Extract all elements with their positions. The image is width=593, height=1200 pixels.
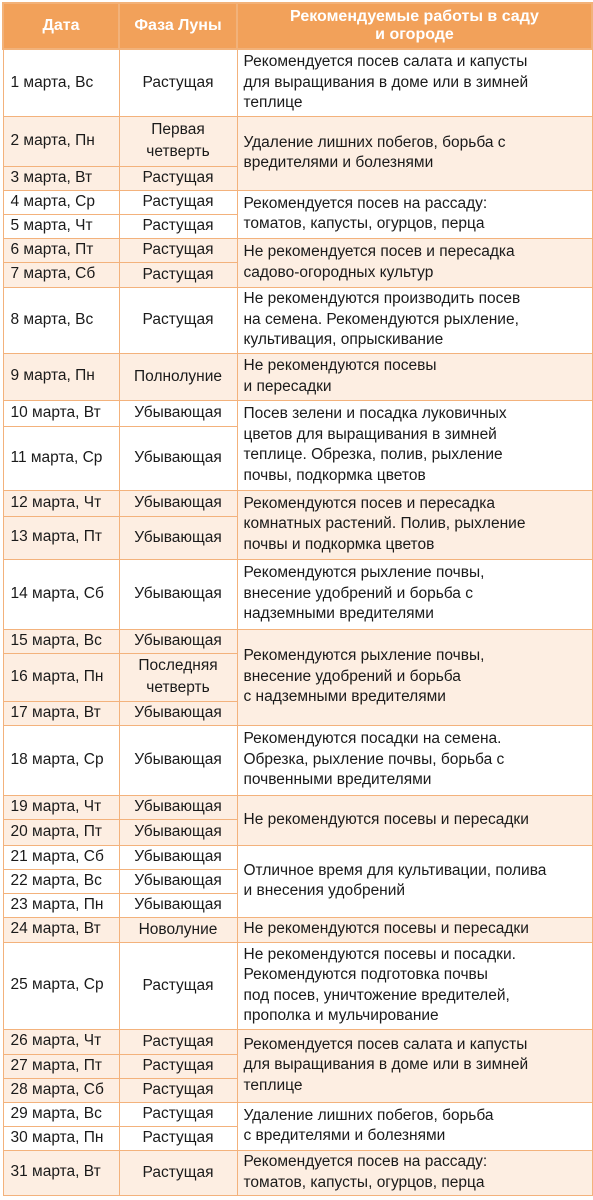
cell-moon-phase: [119, 49, 237, 116]
cell-recommended-work: [237, 942, 592, 1029]
recommended-work-text: Рекомендуется посев на рассаду: томатов, капусты, огурцов, перца: [243, 194, 488, 232]
cell-date: 6 марта, Пт: [3, 238, 119, 262]
cell-moon-phase: [119, 795, 237, 819]
cell-moon-phase: [119, 238, 237, 262]
cell-recommended-work: [237, 917, 592, 942]
cell-recommended-work: [237, 49, 592, 116]
cell-recommended-work: [237, 400, 592, 490]
table-row: [3, 942, 592, 1029]
cell-moon-phase: [119, 701, 237, 725]
cell-moon-phase: [119, 869, 237, 893]
cell-recommended-work: [237, 629, 592, 725]
recommended-work-text: Удаление лишних побегов, борьба с вредителями и болезнями: [243, 1106, 494, 1144]
recommended-work-text: Не рекомендуются посевы и пересадки: [243, 920, 529, 938]
cell-moon-phase: [119, 1078, 237, 1102]
cell-recommended-work: [237, 559, 592, 629]
cell-moon-phase: [119, 353, 237, 400]
recommended-work-text: Не рекомендуются производить посев на семена. Рекомендуются рыхление, культивация, опрыскивание: [243, 290, 521, 349]
moon-phase-text: Убывающая: [134, 632, 222, 649]
moon-phase-text: Растущая: [142, 1105, 214, 1122]
table-header-row: [3, 3, 592, 49]
cell-date: 21 марта, Сб: [3, 845, 119, 869]
cell-recommended-work: [237, 1150, 592, 1195]
cell-moon-phase: [119, 629, 237, 653]
moon-phase-text: Последняя четверть: [138, 657, 218, 696]
cell-moon-phase: [119, 1029, 237, 1054]
cell-recommended-work: [237, 116, 592, 190]
recommended-work-text: Рекомендуются рыхление почвы, внесение удобрений и борьба с надземными вредителями: [243, 647, 485, 706]
cell-recommended-work: [237, 490, 592, 559]
cell-moon-phase: [119, 942, 237, 1029]
cell-date: 28 марта, Сб: [3, 1078, 119, 1102]
moon-phase-text: Убывающая: [134, 494, 222, 511]
cell-date: 11 марта, Ср: [3, 426, 119, 490]
cell-date: 14 марта, Сб: [3, 559, 119, 629]
cell-moon-phase: [119, 845, 237, 869]
cell-moon-phase: [119, 917, 237, 942]
cell-moon-phase: [119, 559, 237, 629]
table-row: [3, 1029, 592, 1054]
table-row: [3, 629, 592, 653]
cell-date: 12 марта, Чт: [3, 490, 119, 516]
moon-phase-text: Растущая: [142, 217, 214, 234]
cell-date: 13 марта, Пт: [3, 516, 119, 559]
cell-moon-phase: [119, 166, 237, 190]
cell-moon-phase: [119, 819, 237, 845]
cell-moon-phase: [119, 214, 237, 238]
cell-date: 2 марта, Пн: [3, 116, 119, 166]
cell-moon-phase: [119, 1102, 237, 1126]
lunar-calendar-table: [2, 2, 593, 1196]
moon-phase-text: Растущая: [142, 169, 214, 186]
cell-date: 30 марта, Пн: [3, 1126, 119, 1150]
cell-date: 5 марта, Чт: [3, 214, 119, 238]
recommended-work-text: Рекомендуется посев на рассаду: томатов, капусты, огурцов, перца: [243, 1153, 488, 1191]
table-row: [3, 1150, 592, 1195]
cell-moon-phase: [119, 516, 237, 559]
table-row: [3, 845, 592, 869]
table-row: [3, 490, 592, 516]
moon-phase-text: Первая четверть: [146, 121, 210, 160]
table-row: [3, 238, 592, 262]
moon-phase-text: Убывающая: [134, 848, 222, 865]
cell-moon-phase: [119, 1150, 237, 1195]
cell-date: 9 марта, Пн: [3, 353, 119, 400]
moon-phase-text: Убывающая: [134, 896, 222, 913]
cell-moon-phase: [119, 1126, 237, 1150]
table-row: [3, 917, 592, 942]
cell-moon-phase: [119, 725, 237, 795]
moon-phase-text: Растущая: [142, 1163, 214, 1181]
moon-phase-text: Убывающая: [134, 585, 222, 602]
cell-date: 29 марта, Вс: [3, 1102, 119, 1126]
cell-moon-phase: [119, 1054, 237, 1078]
cell-recommended-work: [237, 353, 592, 400]
cell-date: 17 марта, Вт: [3, 701, 119, 725]
moon-phase-text: Убывающая: [134, 872, 222, 889]
recommended-work-text: Отличное время для культивации, полива и внесения удобрений: [243, 861, 547, 899]
cell-date: 22 марта, Вс: [3, 869, 119, 893]
cell-date: 31 марта, Вт: [3, 1150, 119, 1195]
cell-date: 27 марта, Пт: [3, 1054, 119, 1078]
cell-date: 7 марта, Сб: [3, 262, 119, 287]
cell-recommended-work: [237, 725, 592, 795]
recommended-work-text: Рекомендуются рыхление почвы, внесение удобрений и борьба с надземными вредителями: [243, 564, 485, 623]
moon-phase-text: Растущая: [142, 241, 214, 258]
cell-date: 24 марта, Вт: [3, 917, 119, 942]
header-date: Дата: [3, 3, 119, 49]
cell-recommended-work: [237, 795, 592, 845]
cell-moon-phase: [119, 400, 237, 426]
moon-phase-text: Убывающая: [134, 404, 222, 421]
cell-moon-phase: [119, 287, 237, 353]
moon-phase-text: Растущая: [142, 265, 214, 283]
cell-date: 26 марта, Чт: [3, 1029, 119, 1054]
recommended-work-text: Посев зелени и посадка луковичных цветов для выращивания в зимней теплице. Обрезка, полив, рыхление почвы, подкормка цветов: [243, 405, 507, 484]
table-body: [3, 49, 592, 1195]
cell-moon-phase: [119, 116, 237, 166]
cell-recommended-work: [237, 287, 592, 353]
header-work: [237, 3, 592, 49]
cell-date: 10 марта, Вт: [3, 400, 119, 426]
recommended-work-text: Рекомендуются посев и пересадка комнатных растений. Полив, рыхление почвы и подкормка цветов: [243, 494, 526, 553]
recommended-work-text: Рекомендуется посев салата и капусты для выращивания в доме или в зимней теплице: [243, 1035, 529, 1094]
recommended-work-text: Рекомендуется посев салата и капусты для выращивания в доме или в зимней теплице: [243, 53, 529, 111]
moon-phase-text: Убывающая: [134, 528, 222, 546]
cell-recommended-work: [237, 845, 592, 917]
moon-phase-text: Растущая: [142, 976, 214, 994]
cell-recommended-work: [237, 190, 592, 238]
moon-phase-text: Растущая: [142, 1032, 214, 1050]
cell-moon-phase: [119, 190, 237, 214]
table-row: [3, 725, 592, 795]
moon-phase-text: Растущая: [142, 1129, 214, 1146]
cell-moon-phase: [119, 262, 237, 287]
table-row: [3, 116, 592, 166]
table-row: [3, 1102, 592, 1126]
moon-phase-text: Полнолуние: [134, 367, 222, 385]
recommended-work-text: Не рекомендуются посевы и пересадки: [243, 357, 437, 395]
cell-moon-phase: [119, 426, 237, 490]
cell-date: 4 марта, Ср: [3, 190, 119, 214]
table-row: [3, 190, 592, 214]
cell-moon-phase: [119, 893, 237, 917]
recommended-work-text: Удаление лишних побегов, борьба с вредителями и болезнями: [243, 133, 506, 171]
cell-moon-phase: [119, 490, 237, 516]
table-row: [3, 400, 592, 426]
cell-date: 3 марта, Вт: [3, 166, 119, 190]
cell-date: 8 марта, Вс: [3, 287, 119, 353]
moon-phase-text: Растущая: [142, 73, 214, 91]
cell-recommended-work: [237, 238, 592, 287]
table-row: [3, 49, 592, 116]
cell-recommended-work: [237, 1102, 592, 1150]
moon-phase-text: Растущая: [142, 1057, 214, 1074]
moon-phase-text: Растущая: [142, 1081, 214, 1098]
cell-date: 19 марта, Чт: [3, 795, 119, 819]
table-row: [3, 795, 592, 819]
header-work-text: Рекомендуемые работы в саду и огороде: [290, 8, 539, 43]
moon-phase-text: Убывающая: [134, 798, 222, 815]
moon-phase-text: Убывающая: [134, 449, 222, 466]
moon-phase-text: Убывающая: [134, 823, 222, 840]
moon-phase-text: Убывающая: [134, 751, 222, 768]
table-row: [3, 287, 592, 353]
moon-phase-text: Растущая: [142, 193, 214, 210]
recommended-work-text: Не рекомендуются посевы и пересадки: [243, 810, 529, 828]
table-row: [3, 353, 592, 400]
moon-phase-text: Новолуние: [138, 920, 218, 938]
recommended-work-text: Не рекомендуются посевы и посадки. Рекомендуются подготовка почвы под посев, уничтожение вредителей, прополка и мульчирование: [243, 945, 516, 1024]
cell-date: 25 марта, Ср: [3, 942, 119, 1029]
recommended-work-text: Не рекомендуется посев и пересадка садово-огородных культур: [243, 243, 515, 281]
cell-date: 1 марта, Вс: [3, 49, 119, 116]
moon-phase-text: Убывающая: [134, 704, 222, 721]
table-row: [3, 559, 592, 629]
cell-date: 18 марта, Ср: [3, 725, 119, 795]
moon-phase-text: Растущая: [142, 311, 214, 328]
cell-date: 23 марта, Пн: [3, 893, 119, 917]
cell-date: 20 марта, Пт: [3, 819, 119, 845]
recommended-work-text: Рекомендуются посадки на семена. Обрезка, рыхление почвы, борьба с почвенными вредителями: [243, 730, 505, 789]
cell-moon-phase: [119, 653, 237, 701]
cell-date: 16 марта, Пн: [3, 653, 119, 701]
cell-recommended-work: [237, 1029, 592, 1102]
header-phase: Фаза Луны: [119, 3, 237, 49]
cell-date: 15 марта, Вс: [3, 629, 119, 653]
